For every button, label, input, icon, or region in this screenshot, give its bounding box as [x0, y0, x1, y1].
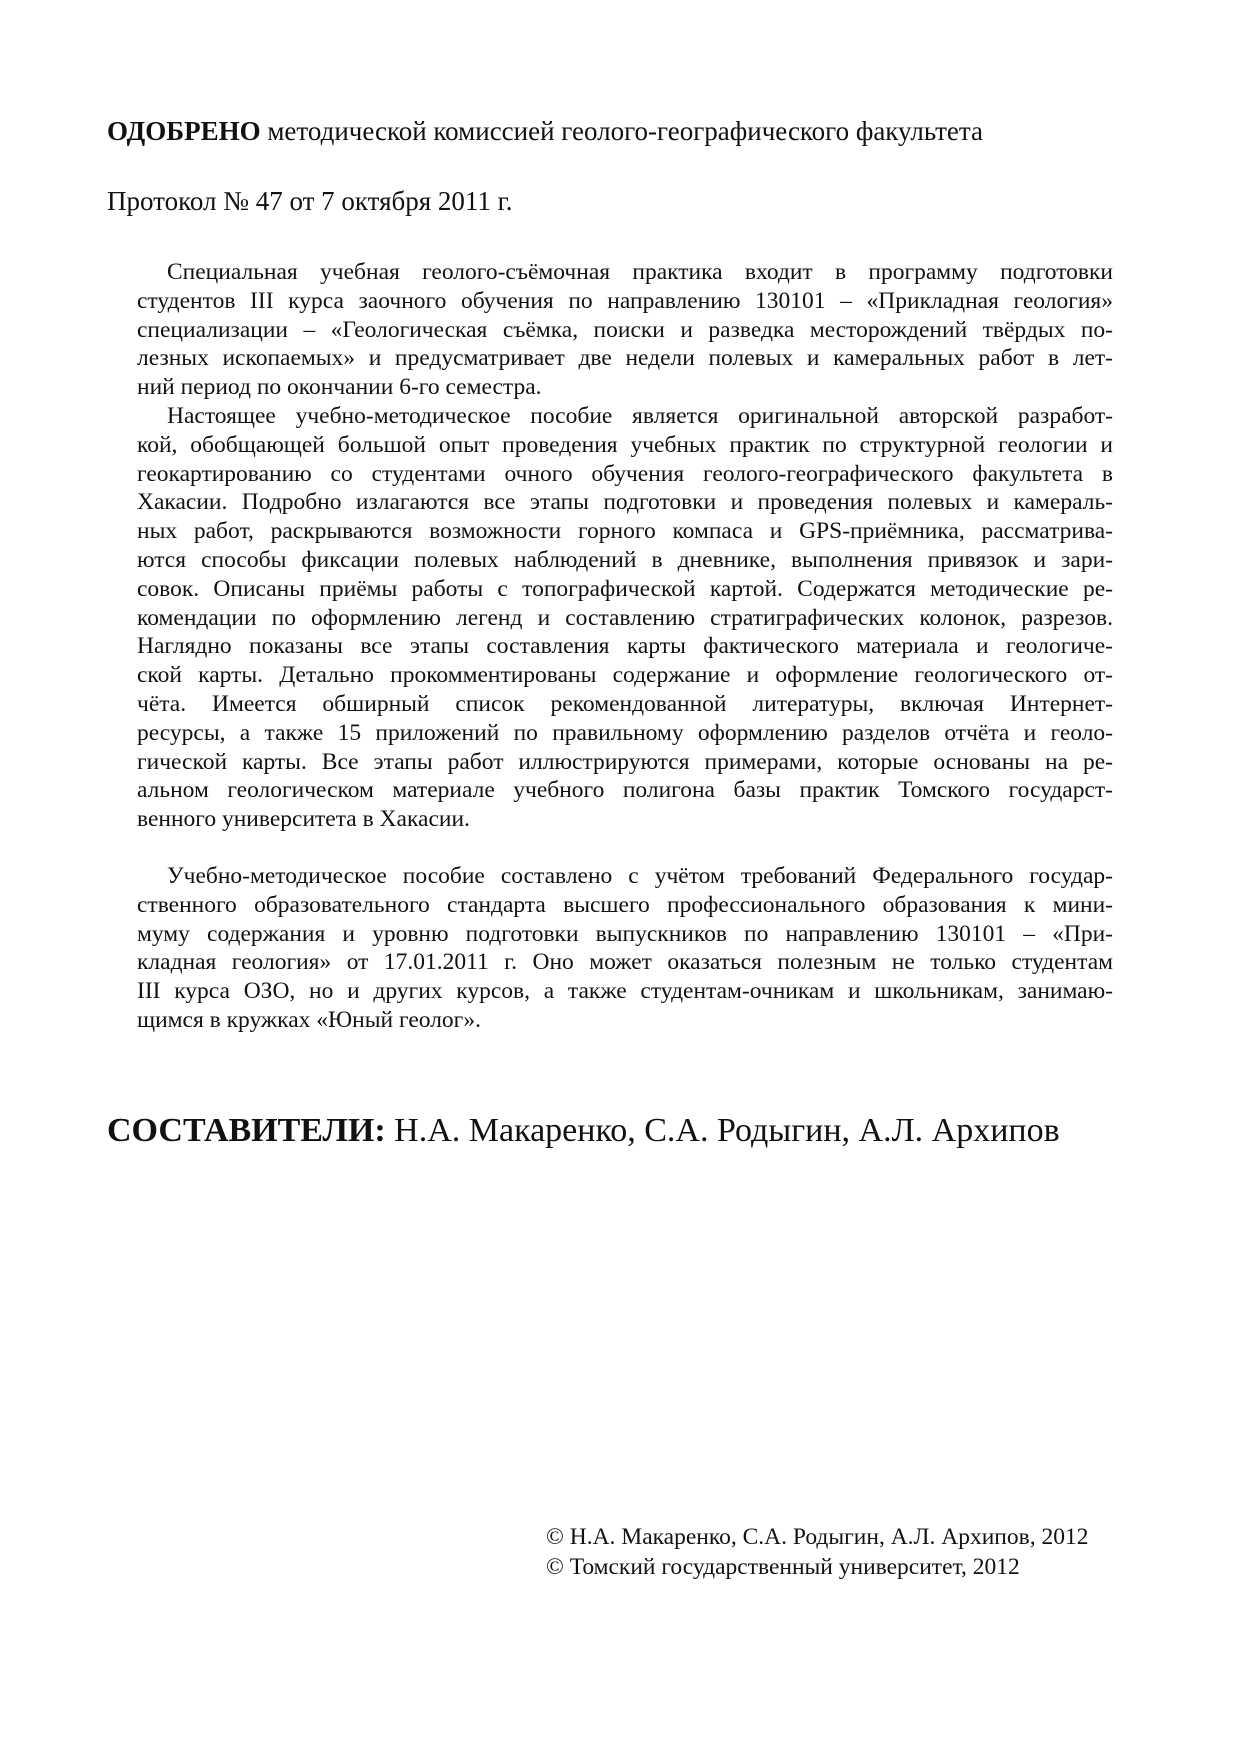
- paragraph-line: комендации по оформлению легенд и составлению стратиграфических колонок, разрезов.: [137, 604, 1113, 631]
- paragraph-line: гической карты. Все этапы работ иллюстрируются примерами, которые основаны на ре-: [137, 748, 1113, 775]
- paragraph-line: лезных ископаемых» и предусматривает две недели полевых и камеральных работ в лет-: [137, 345, 1113, 372]
- paragraph-line: альном геологическом материале учебного полигона базы практик Томского государст-: [137, 777, 1113, 804]
- paragraph-line: Хакасии. Подробно излагаются все этапы подготовки и проведения полевых и камераль-: [137, 489, 1113, 516]
- authors-line: [107, 1112, 1060, 1150]
- paragraph-line: венного университета в Хакасии.: [137, 806, 470, 833]
- authors-names: Н.А. Макаренко, С.А. Родыгин, А.Л. Архипов: [385, 1112, 1060, 1149]
- paragraph-3: [137, 862, 1113, 1035]
- paragraph-line: Настоящее учебно-методическое пособие является оригинальной авторской разработ-: [167, 403, 1113, 429]
- paragraph-line: ресурсы, а также 15 приложений по правильному оформлению разделов отчёта и геоло-: [137, 719, 1113, 746]
- paragraph-line: геокартированию со студентами очного обучения геолого-географического факультета в: [137, 460, 1113, 487]
- paragraph-line: ственного образовательного стандарта высшего профессионального образования к мини-: [137, 891, 1113, 918]
- paragraph-line: чёта. Имеется обширный список рекомендованной литературы, включая Интернет-: [137, 690, 1113, 717]
- paragraph-line: щимся в кружках «Юный геолог».: [137, 1006, 481, 1033]
- paragraph-line: кой, обобщающей большой опыт проведения учебных практик по структурной геологии и: [137, 431, 1113, 458]
- paragraph-line: ются способы фиксации полевых наблюдений в дневнике, выполнения привязок и зари-: [137, 546, 1113, 573]
- paragraph-line: ской карты. Детально прокомментированы содержание и оформление геологического от-: [137, 662, 1113, 689]
- paragraph-line: кладная геология» от 17.01.2011 г. Оно может оказаться полезным не только студентам: [137, 949, 1113, 976]
- paragraph-line: специализации – «Геологическая съёмка, поиски и разведка месторождений твёрдых по-: [137, 316, 1113, 343]
- approval-line: [107, 116, 983, 147]
- paragraph-2: [137, 402, 1113, 834]
- paragraph-line: ных работ, раскрываются возможности горного компаса и GPS-приёмника, рассматрива-: [137, 518, 1113, 545]
- paragraph-line: Специальная учебная геолого-съёмочная практика входит в программу подготовки: [167, 259, 1113, 285]
- approval-text: методической комиссией геолого-географического факультета: [260, 116, 984, 146]
- approval-label: ОДОБРЕНО: [107, 116, 261, 146]
- paragraph-line: совок. Описаны приёмы работы с топографической картой. Содержатся методические ре-: [137, 575, 1113, 602]
- paragraph-line: III курса ОЗО, но и других курсов, а также студентам-очникам и школьникам, занимаю-: [137, 978, 1113, 1005]
- paragraph-1: [137, 258, 1113, 402]
- authors-label: СОСТАВИТЕЛИ:: [107, 1112, 386, 1149]
- paragraph-line: ний период по окончании 6-го семестра.: [137, 374, 542, 401]
- copyright-university: © Томский государственный университет, 2012: [546, 1554, 1020, 1580]
- paragraph-line: муму содержания и уровню подготовки выпускников по направлению 130101 – «При-: [137, 920, 1113, 947]
- paragraph-line: студентов III курса заочного обучения по направлению 130101 – «Прикладная геология»: [137, 287, 1113, 314]
- copyright-block: [546, 1522, 1088, 1582]
- copyright-authors: © Н.А. Макаренко, С.А. Родыгин, А.Л. Архипов, 2012: [546, 1524, 1089, 1550]
- protocol-line: Протокол № 47 от 7 октября 2011 г.: [107, 186, 513, 216]
- paragraph-line: Учебно-методическое пособие составлено с учётом требований Федерального государ-: [167, 863, 1113, 889]
- paragraph-line: Наглядно показаны все этапы составления карты фактического материала и геологиче-: [137, 633, 1113, 660]
